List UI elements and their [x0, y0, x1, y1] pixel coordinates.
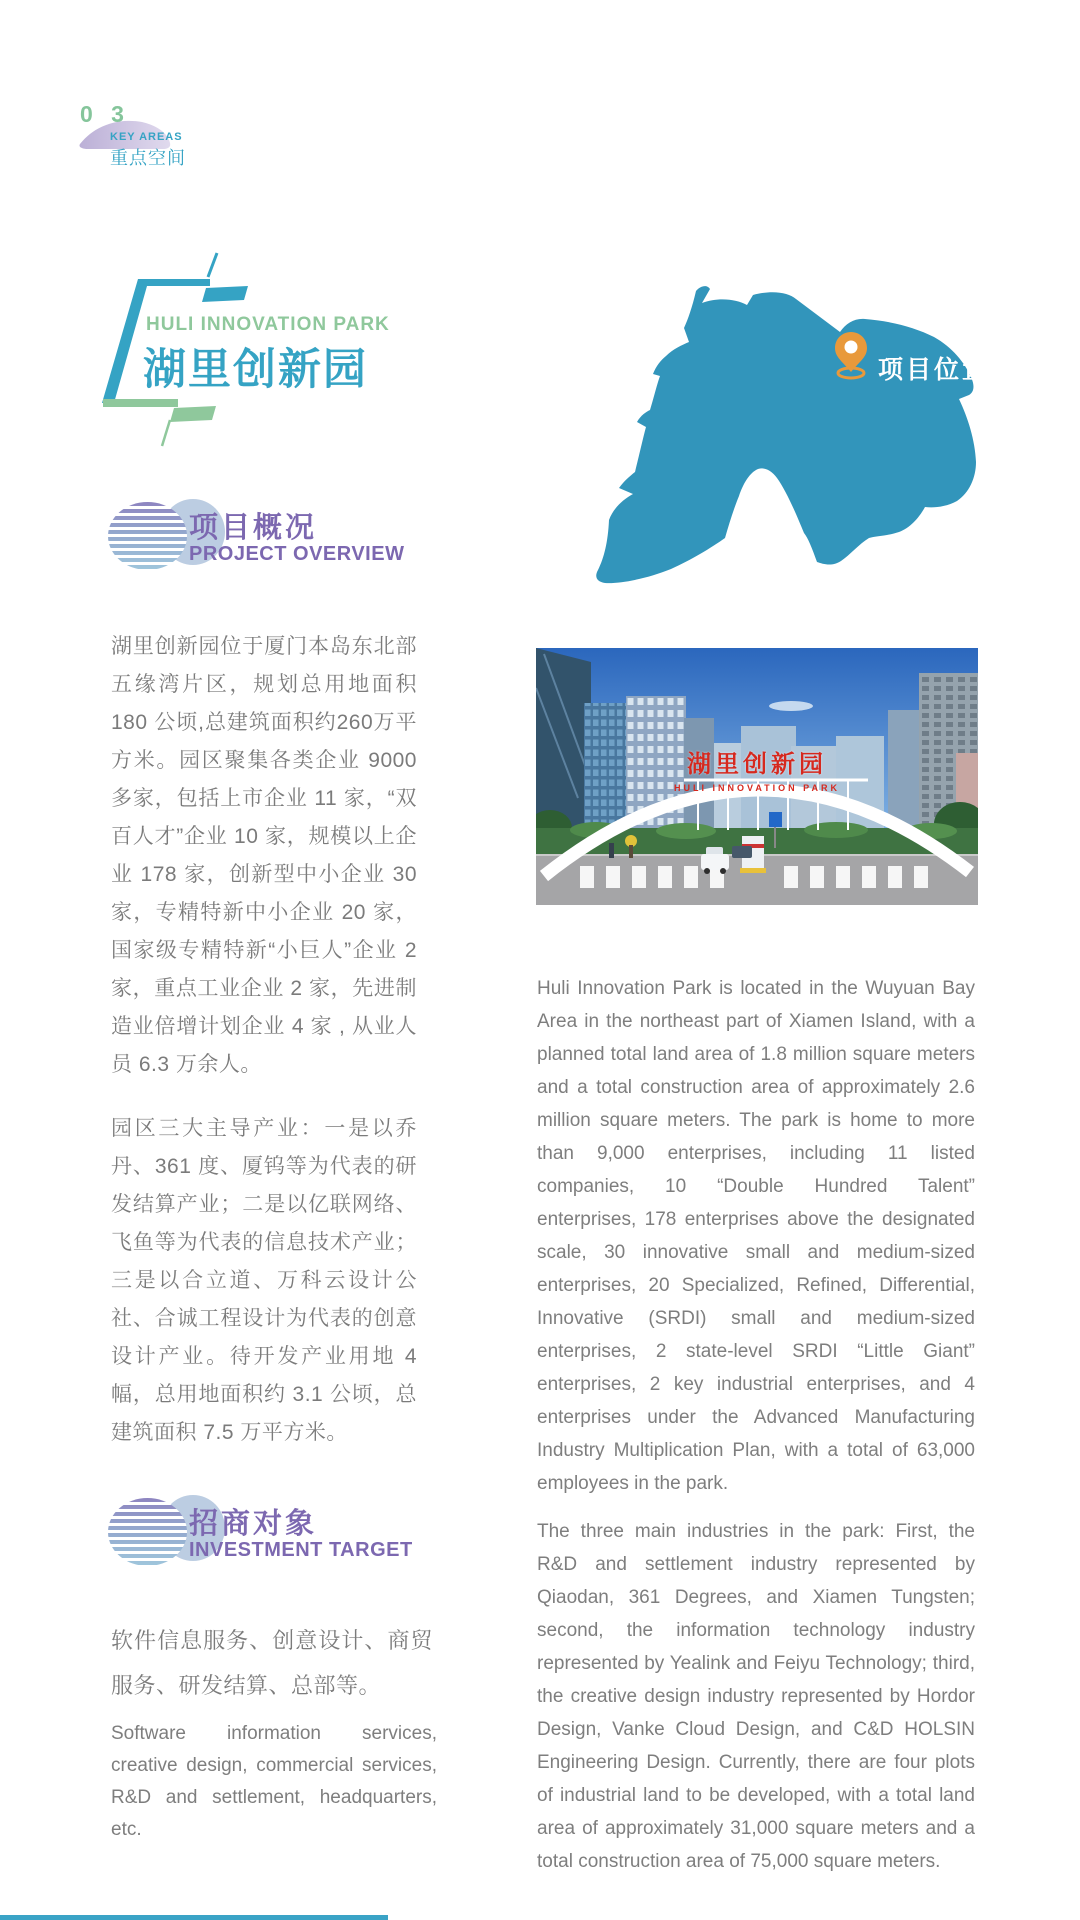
- overview-title-zh: 项目概况: [189, 512, 318, 544]
- entrance-sign-en: HULI INNOVATION PARK: [674, 783, 840, 793]
- entrance-sign-zh: 湖里创新园: [687, 751, 827, 778]
- overview-en-paragraph: Huli Innovation Park is located in the Wuyuan Bay Area in the northeast part of Xiamen Island, with a planned total land area of 1.8 million square meters and a total construction area of approximately 2.6 million square meters. The park is home to more than 9,000 enterprises, including 11 listed companies, 10 “Double Hundred Talent” enterprises, 178 enterprises above the designated scale, 30 innovative small and medium-sized enterprises, 20 Specialized, Refined, Differential, Innovative (SRDI) small and medium-sized enterprises, 2 state-level SRDI “Little Giant” enterprises, 2 key industrial enterprises, and 4 enterprises under the Advanced Manufacturing Industry Multiplication Plan, with a total of 63,000 employees in the park.: [537, 978, 975, 1494]
- circle-stripes-icon: [108, 1498, 187, 1566]
- district-map-silhouette: [590, 285, 980, 585]
- overview-zh-paragraph: 湖里创新园位于厦门本岛东北部五缘湾片区，规划总用地面积 180 公顷,总建筑面积约260万平方米。园区聚集各类企业 9000 多家，包括上市企业 11 家，“双百人才”企业 10 家，规模以上企业 178 家，创新型中小企业 30 家，专精特新中小企业 20 家，国家级专精特新“小巨人”企业 2 家，重点工业企业 2 家，先进制造业倍增计划企业 4 家 , 从业人员 6.3 万余人。: [111, 635, 417, 1076]
- park-entrance-photo: [536, 648, 978, 905]
- page-badge: [80, 101, 200, 171]
- entrance-sign: [536, 744, 978, 793]
- location-pin-icon: [832, 330, 870, 380]
- circle-stripes-icon: [108, 502, 187, 570]
- investment-title-zh: 招商对象: [189, 1508, 318, 1540]
- hero-title-zh: 湖里创新园: [143, 346, 368, 394]
- overview-zh-paragraph: 园区三大主导产业：一是以乔丹、361 度、厦钨等为代表的研发结算产业；二是以亿联网络、飞鱼等为代表的信息技术产业；三是以合立道、万科云设计公社、合诚工程设计为代表的创意设计产业。待开发产业用地 4 幅，总用地面积约 3.1 公顷，总建筑面积 7.5 万平方米。: [111, 1117, 417, 1444]
- badge-label-en: KEY AREAS: [110, 131, 183, 143]
- investment-title-en: INVESTMENT TARGET: [189, 1539, 413, 1561]
- investment-text-en: Software information services, creative design, commercial services, R&D and settlement, headquarters, etc.: [111, 1723, 437, 1840]
- badge-label-zh: 重点空间: [110, 148, 186, 168]
- overview-title-en: PROJECT OVERVIEW: [189, 543, 405, 565]
- overview-text-zh: [111, 628, 417, 1452]
- investment-text-zh: 软件信息服务、创意设计、商贸服务、研发结算、总部等。: [111, 1628, 433, 1698]
- page-number: 0 3: [80, 101, 130, 127]
- bottom-accent-line: [0, 1915, 388, 1920]
- overview-text-en: [537, 972, 975, 1878]
- hero-title-en: HULI INNOVATION PARK: [146, 314, 390, 335]
- overview-en-paragraph: The three main industries in the park: First, the R&D and settlement industry represented by Qiaodan, 361 Degrees, and Xiamen Tungsten; second, the information technology industry represented by Yealink and Feiyu Technology; third, the creative design industry represented by Hordor Design, Vanke Cloud Design, and C&D HOLSIN Engineering Design. Currently, there are four plots of industrial land to be developed, with a total land area of approximately 31,000 square meters and a total construction area of 75,000 square meters.: [537, 1521, 975, 1872]
- map-pin-label: 项目位置: [878, 356, 991, 384]
